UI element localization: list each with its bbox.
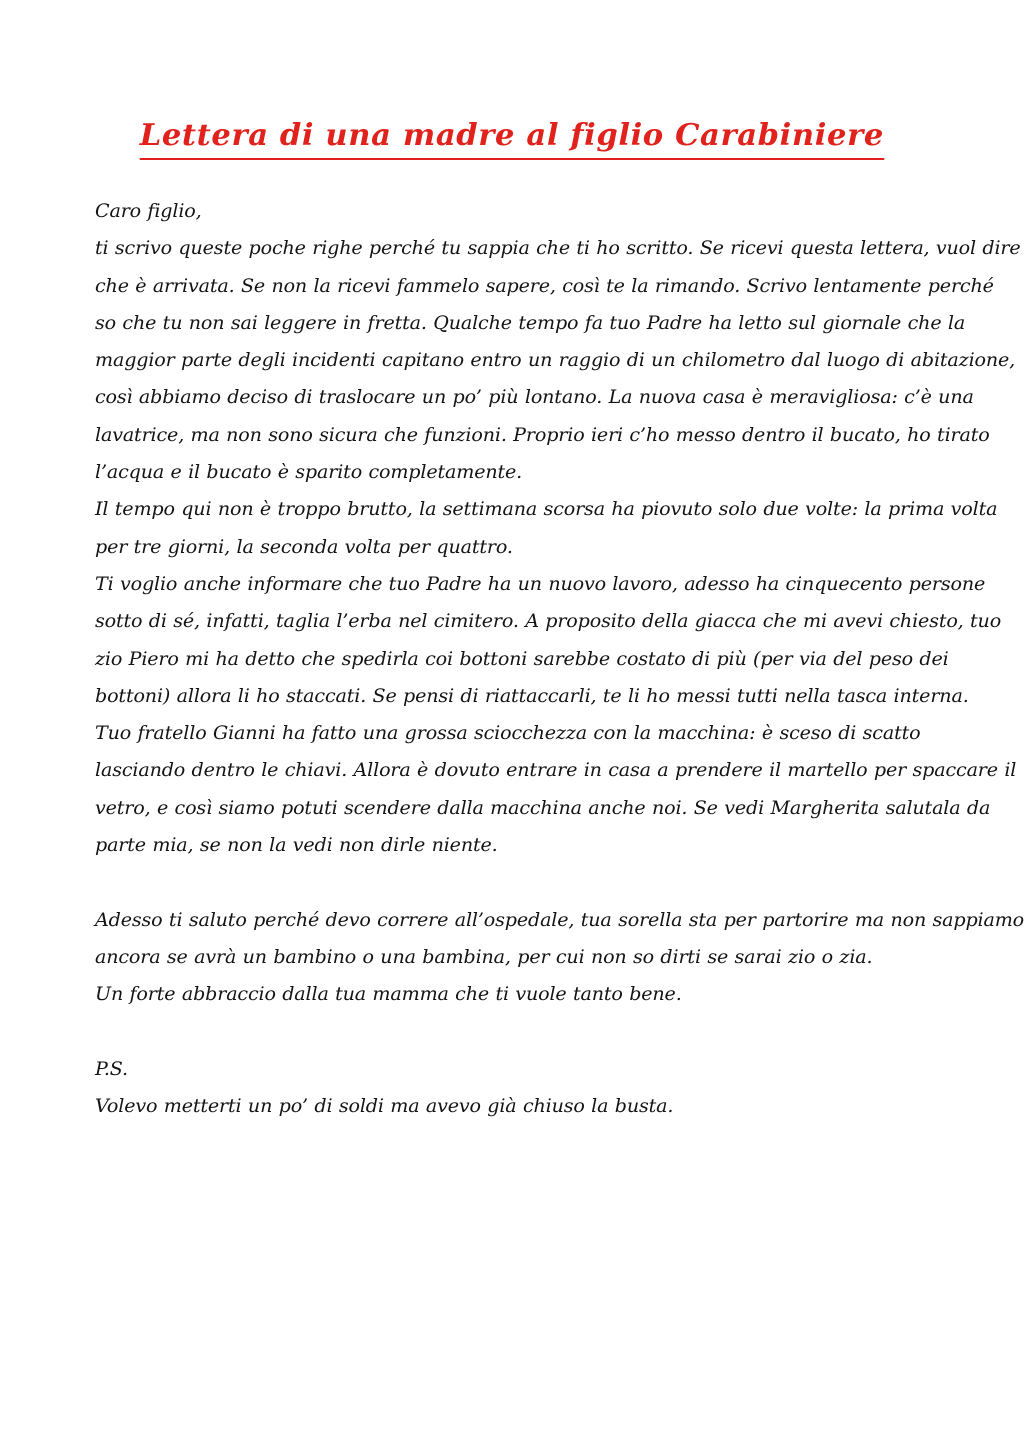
page-title bbox=[0, 118, 1024, 160]
paragraph bbox=[95, 229, 1021, 490]
text-line: l’acqua e il bucato è sparito completamente. bbox=[95, 460, 523, 484]
text-line: zio Piero mi ha detto che spedirla coi bottoni sarebbe costato di più (per via del peso dei bbox=[95, 646, 949, 670]
text-line: Ti voglio anche informare che tuo Padre ha un nuovo lavoro, adesso ha cinquecento persone bbox=[95, 571, 986, 595]
paragraph bbox=[95, 714, 1017, 863]
paragraph bbox=[95, 490, 998, 565]
text-line: bottoni) allora li ho staccati. Se pensi di riattaccarli, te li ho messi tutti nella tasca interna. bbox=[95, 683, 969, 707]
text-line: parte mia, se non la vedi non dirle niente. bbox=[95, 833, 498, 857]
paragraph bbox=[95, 901, 1024, 1013]
text-line: so che tu non sai leggere in fretta. Qualche tempo fa tuo Padre ha letto sul giornale che la bbox=[95, 310, 966, 334]
blank-line bbox=[95, 1013, 940, 1050]
text-line: Caro figlio, bbox=[95, 199, 202, 222]
text-line: maggior parte degli incidenti capitano entro un raggio di un chilometro dal luogo di abitazione, bbox=[95, 348, 1016, 372]
paragraph bbox=[95, 192, 940, 229]
text-line: così abbiamo deciso di traslocare un po’ più lontano. La nuova casa è meravigliosa: c’è una bbox=[95, 385, 974, 409]
letter-body bbox=[95, 192, 1024, 1124]
page-title-text: Lettera di una madre al figlio Carabiniere bbox=[140, 118, 884, 160]
blank-line bbox=[95, 863, 940, 900]
paragraph bbox=[95, 565, 1002, 714]
text-line: lavatrice, ma non sono sicura che funzioni. Proprio ieri c’ho messo dentro il bucato, ho tirato bbox=[95, 422, 990, 446]
text-line: ancora se avrà un bambino o una bambina, per cui non so dirti se sarai zio o zia. bbox=[95, 944, 873, 968]
text-line: P.S. bbox=[95, 1056, 128, 1080]
text-line: Un forte abbraccio dalla tua mamma che ti vuole tanto bene. bbox=[95, 982, 682, 1006]
text-line: che è arrivata. Se non la ricevi fammelo sapere, così te la rimando. Scrivo lentamente perché bbox=[95, 273, 994, 297]
text-line: Adesso ti saluto perché devo correre all’ospedale, tua sorella sta per partorire ma non sappiamo bbox=[95, 907, 1024, 931]
text-line: Il tempo qui non è troppo brutto, la settimana scorsa ha piovuto solo due volte: la prima volta bbox=[95, 497, 998, 521]
text-line: Volevo metterti un po’ di soldi ma avevo già chiuso la busta. bbox=[95, 1094, 674, 1118]
text-line: vetro, e così siamo potuti scendere dalla macchina anche noi. Se vedi Margherita salutala da bbox=[95, 795, 991, 819]
text-line: per tre giorni, la seconda volta per quattro. bbox=[95, 534, 513, 558]
text-line: Tuo fratello Gianni ha fatto una grossa sciocchezza con la macchina: è sceso di scatto bbox=[95, 721, 921, 745]
text-line: sotto di sé, infatti, taglia l’erba nel cimitero. A proposito della giacca che mi avevi chiesto, tuo bbox=[95, 609, 1002, 633]
paragraph bbox=[95, 1050, 940, 1125]
text-line: ti scrivo queste poche righe perché tu sappia che ti ho scritto. Se ricevi questa lettera, vuol dire bbox=[95, 236, 1021, 260]
text-line: lasciando dentro le chiavi. Allora è dovuto entrare in casa a prendere il martello per spaccare il bbox=[95, 758, 1017, 782]
